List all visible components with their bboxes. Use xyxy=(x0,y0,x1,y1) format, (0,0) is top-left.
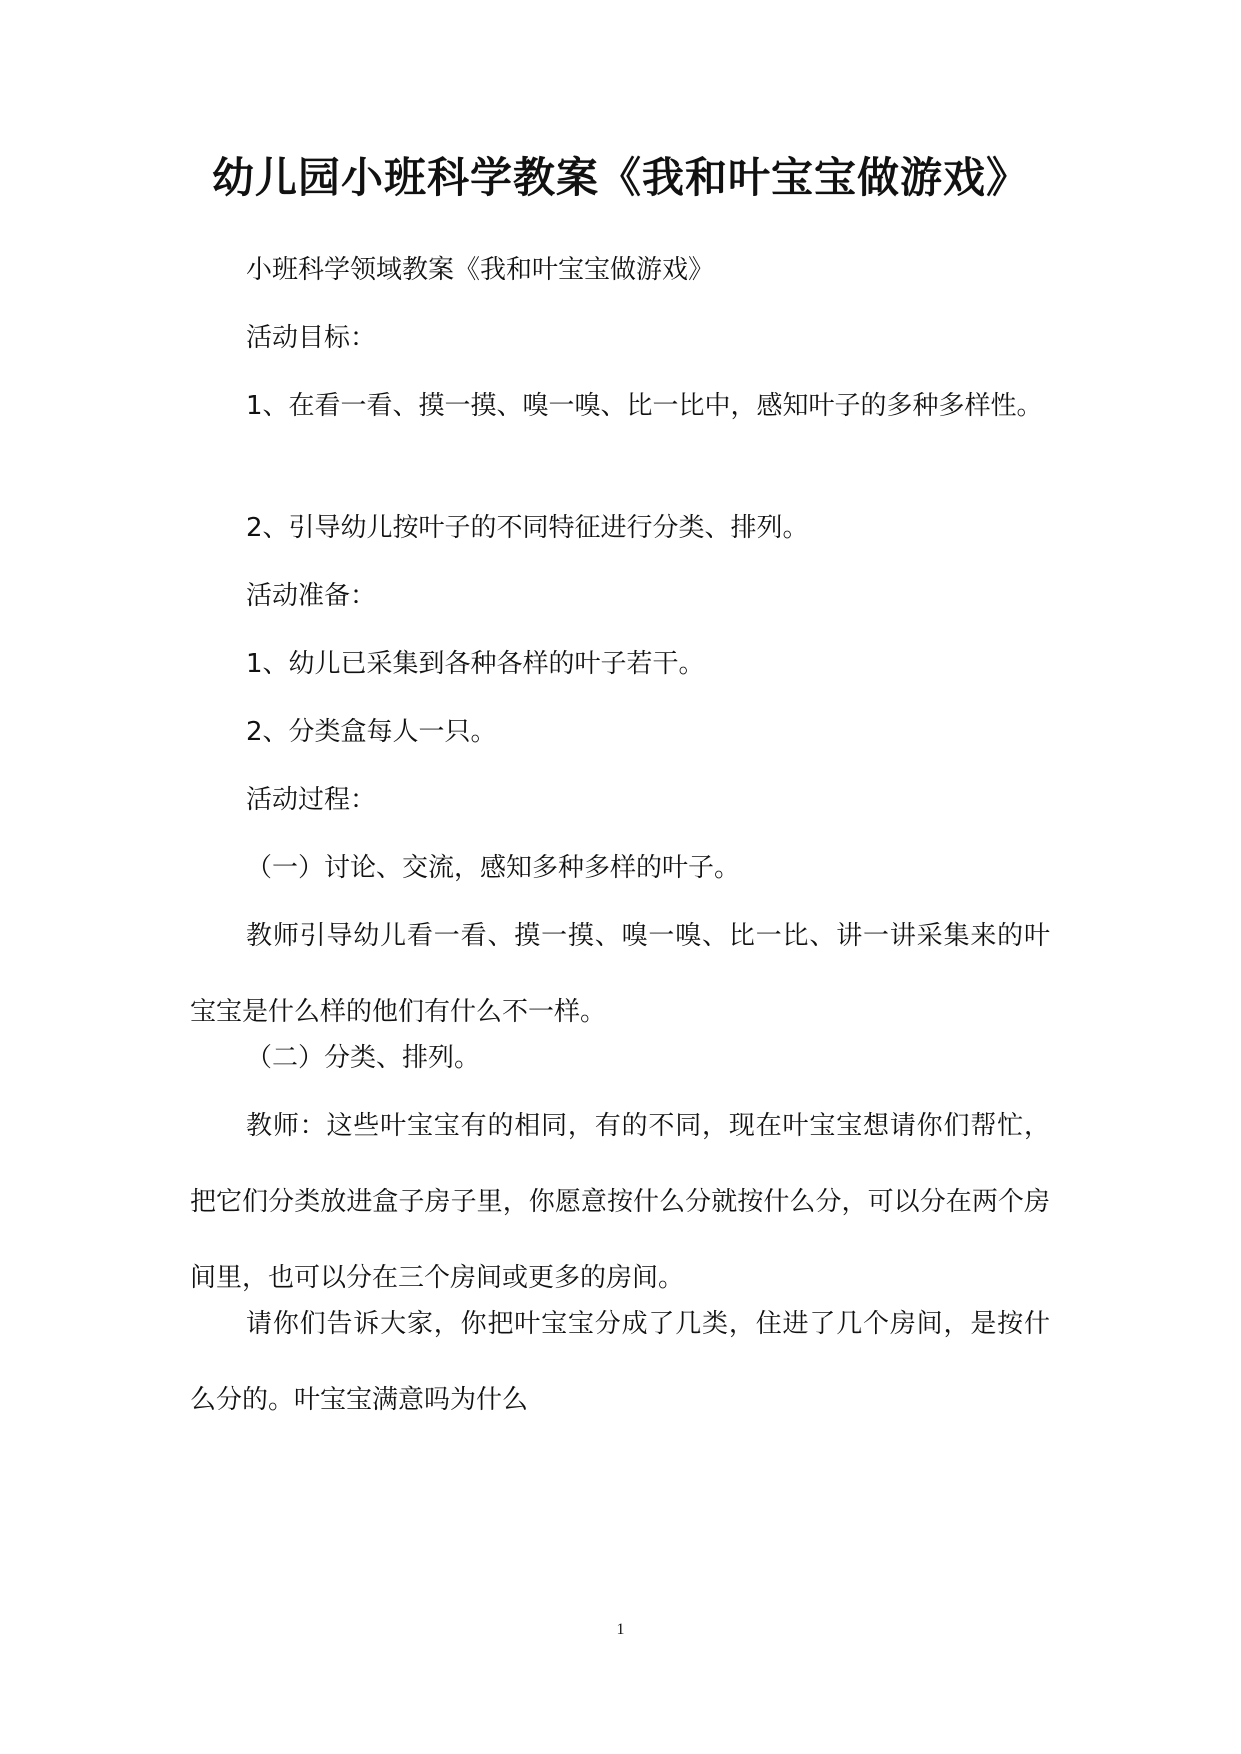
heading-activity-preparation: 活动准备： xyxy=(246,581,377,611)
document-title: 幼儿园小班科学教案《我和叶宝宝做游戏》 xyxy=(211,153,1029,202)
paragraph-subtitle: 小班科学领域教案《我和叶宝宝做游戏》 xyxy=(246,255,715,285)
paragraph-goal-2: 2、引导幼儿按叶子的不同特征进行分类、排列。 xyxy=(246,513,809,543)
paragraph-preparation-2: 2、分类盒每人一只。 xyxy=(246,717,497,747)
paragraph-step-2-heading: （二）分类、排列。 xyxy=(246,1043,481,1073)
paragraph-step-1-heading: （一）讨论、交流，感知多种多样的叶子。 xyxy=(246,853,741,883)
paragraph-step-2-body: 教师：这些叶宝宝有的相同，有的不同，现在叶宝宝想请你们帮忙，把它们分类放进盒子房子里，你愿意按什么分就按什么分，可以分在两个房间里，也可以分在三个房间或更多的房间。 xyxy=(190,1111,1050,1293)
paragraph-step-1-body: 教师引导幼儿看一看、摸一摸、嗅一嗅、比一比、讲一讲采集来的叶宝宝是什么样的他们有什么不一样。 xyxy=(190,921,1050,1027)
paragraph-goal-1: 1、在看一看、摸一摸、嗅一嗅、比一比中，感知叶子的多种多样性。 xyxy=(246,391,1043,421)
page-number: 1 xyxy=(616,1621,625,1638)
heading-activity-goals: 活动目标： xyxy=(246,323,377,353)
paragraph-preparation-1: 1、幼儿已采集到各种各样的叶子若干。 xyxy=(246,649,705,679)
heading-activity-process: 活动过程： xyxy=(246,785,377,815)
paragraph-step-2-question: 请你们告诉大家，你把叶宝宝分成了几类，住进了几个房间，是按什么分的。叶宝宝满意吗为什么 xyxy=(190,1309,1050,1415)
